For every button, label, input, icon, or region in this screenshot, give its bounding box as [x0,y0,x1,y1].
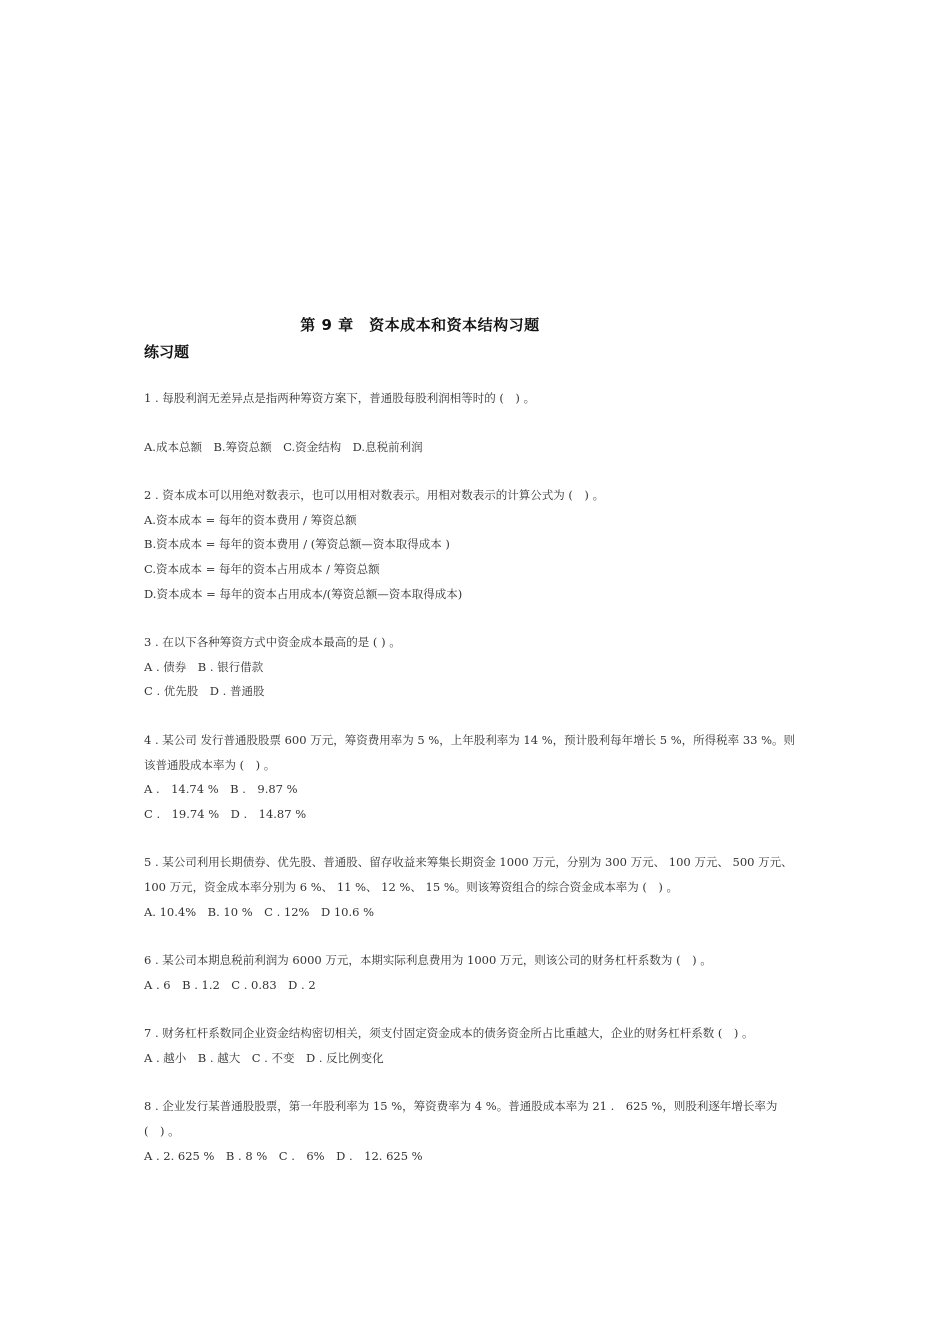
question-7 [144,1021,800,1070]
question-stem: 7 . 财务杠杆系数同企业资金结构密切相关，须支付固定资金成本的债务资金所占比重越大，企业的财务杠杆系数 ( ) 。 [144,1026,754,1041]
question-option: C . 优先股 D . 普通股 [144,684,265,699]
question-option: C.资本成本 = 每年的资本占用成本 / 筹资总额 [144,561,380,576]
chapter-title: 第 9 章 资本成本和资本结构习题 [300,316,540,334]
question-8 [144,1094,800,1168]
question-stem: 6 . 某公司本期息税前利润为 6000 万元，本期实际利息费用为 1000 万元，则该公司的财务杠杆系数为 ( ) 。 [144,953,712,968]
question-stem: 2 . 资本成本可以用绝对数表示，也可以用相对数表示。用相对数表示的计算公式为 ( ) 。 [144,488,605,503]
question-option: B.资本成本 = 每年的资本费用 / (筹资总额—资本取得成本 ) [144,537,450,552]
question-option: C . 19.74 % D . 14.87 % [144,806,307,821]
question-stem: 3 . 在以下各种筹资方式中资金成本最高的是 ( ) 。 [144,635,401,650]
question-option: A. 10.4% B. 10 % C . 12% D 10.6 % [144,904,375,919]
question-stem: 5 . 某公司利用长期债券、优先股、普通股、留存收益来筹集长期资金 1000 万元，分别为 300 万元、 100 万元、 500 万元、 100 万元，资金成本率分别为 6 %、 11 %、 12 %、 15 %。则该筹资组合的综合资金成本率为 ( ) 。 [144,855,797,894]
question-4 [144,728,800,826]
question-option: A . 越小 B . 越大 C . 不变 D . 反比例变化 [144,1050,384,1065]
question-3 [144,630,800,704]
question-option: A . 6 B . 1.2 C . 0.83 D . 2 [144,977,316,992]
question-list [144,386,800,1192]
question-2 [144,483,800,606]
question-1 [144,386,800,459]
question-6 [144,948,800,997]
question-option: A . 14.74 % B . 9.87 % [144,782,298,797]
question-option: A . 2. 625 % B . 8 % C . 6% D . 12. 625 % [144,1148,423,1163]
question-5 [144,850,800,924]
section-title: 练习题 [144,343,190,361]
question-options: A.成本总额 B.筹资总额 C.资金结构 D.息税前利润 [144,439,423,454]
question-stem: 8 . 企业发行某普通股股票，第一年股利率为 15 %，筹资费率为 4 %。普通股成本率为 21 . 625 %，则股利逐年增长率为 ( ) 。 [144,1099,781,1139]
question-stem: 1 . 每股利润无差异点是指两种筹资方案下，普通股每股利润相等时的 ( ) 。 [144,391,536,405]
question-option: A.资本成本 = 每年的资本费用 / 筹资总额 [144,512,357,527]
question-option: D.资本成本 = 每年的资本占用成本/(筹资总额—资本取得成本) [144,586,463,601]
question-option: A . 债券 B . 银行借款 [144,659,264,674]
question-stem: 4 . 某公司 发行普通股股票 600 万元，筹资费用率为 5 %，上年股利率为 14 %，预计股利每年增长 5 %，所得税率 33 %。则该普通股成本率为 ( ) 。 [144,732,796,772]
